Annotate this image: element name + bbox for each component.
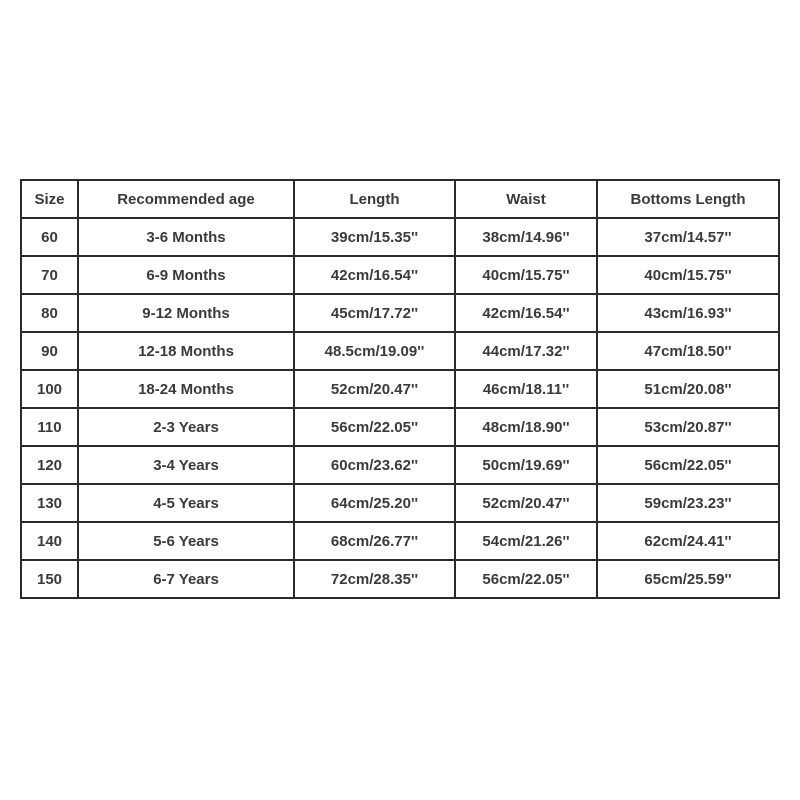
cell-bottoms-length: 47cm/18.50'' (597, 332, 779, 370)
cell-size: 90 (21, 332, 78, 370)
table-header (21, 180, 779, 218)
cell-bottoms-length: 53cm/20.87'' (597, 408, 779, 446)
cell-recommended-age: 12-18 Months (78, 332, 294, 370)
cell-bottoms-length: 65cm/25.59'' (597, 560, 779, 598)
cell-waist: 40cm/15.75'' (455, 256, 597, 294)
cell-waist: 50cm/19.69'' (455, 446, 597, 484)
cell-bottoms-length: 40cm/15.75'' (597, 256, 779, 294)
cell-waist: 42cm/16.54'' (455, 294, 597, 332)
header-length: Length (294, 180, 455, 218)
cell-size: 150 (21, 560, 78, 598)
cell-recommended-age: 3-6 Months (78, 218, 294, 256)
table-row (21, 294, 779, 332)
table-row (21, 522, 779, 560)
cell-length: 45cm/17.72'' (294, 294, 455, 332)
cell-recommended-age: 18-24 Months (78, 370, 294, 408)
table-row (21, 484, 779, 522)
header-row (21, 180, 779, 218)
header-size: Size (21, 180, 78, 218)
cell-bottoms-length: 37cm/14.57'' (597, 218, 779, 256)
table-row (21, 218, 779, 256)
cell-size: 110 (21, 408, 78, 446)
cell-recommended-age: 4-5 Years (78, 484, 294, 522)
cell-size: 130 (21, 484, 78, 522)
cell-waist: 38cm/14.96'' (455, 218, 597, 256)
cell-length: 39cm/15.35'' (294, 218, 455, 256)
cell-waist: 46cm/18.11'' (455, 370, 597, 408)
size-chart-table (20, 179, 780, 599)
cell-recommended-age: 2-3 Years (78, 408, 294, 446)
cell-bottoms-length: 59cm/23.23'' (597, 484, 779, 522)
table-row (21, 256, 779, 294)
cell-recommended-age: 6-9 Months (78, 256, 294, 294)
cell-waist: 52cm/20.47'' (455, 484, 597, 522)
cell-length: 72cm/28.35'' (294, 560, 455, 598)
cell-waist: 44cm/17.32'' (455, 332, 597, 370)
cell-bottoms-length: 51cm/20.08'' (597, 370, 779, 408)
cell-size: 140 (21, 522, 78, 560)
table-row (21, 560, 779, 598)
cell-length: 68cm/26.77'' (294, 522, 455, 560)
cell-length: 60cm/23.62'' (294, 446, 455, 484)
table-row (21, 370, 779, 408)
table-row (21, 446, 779, 484)
cell-length: 56cm/22.05'' (294, 408, 455, 446)
cell-size: 100 (21, 370, 78, 408)
cell-length: 48.5cm/19.09'' (294, 332, 455, 370)
cell-length: 64cm/25.20'' (294, 484, 455, 522)
cell-length: 42cm/16.54'' (294, 256, 455, 294)
cell-bottoms-length: 43cm/16.93'' (597, 294, 779, 332)
table-row (21, 332, 779, 370)
cell-waist: 54cm/21.26'' (455, 522, 597, 560)
cell-size: 80 (21, 294, 78, 332)
table-body (21, 218, 779, 598)
cell-recommended-age: 3-4 Years (78, 446, 294, 484)
header-recommended-age: Recommended age (78, 180, 294, 218)
cell-waist: 48cm/18.90'' (455, 408, 597, 446)
cell-length: 52cm/20.47'' (294, 370, 455, 408)
table-row (21, 408, 779, 446)
cell-recommended-age: 9-12 Months (78, 294, 294, 332)
cell-size: 120 (21, 446, 78, 484)
cell-bottoms-length: 56cm/22.05'' (597, 446, 779, 484)
cell-waist: 56cm/22.05'' (455, 560, 597, 598)
cell-recommended-age: 5-6 Years (78, 522, 294, 560)
cell-recommended-age: 6-7 Years (78, 560, 294, 598)
cell-bottoms-length: 62cm/24.41'' (597, 522, 779, 560)
header-bottoms-length: Bottoms Length (597, 180, 779, 218)
header-waist: Waist (455, 180, 597, 218)
cell-size: 70 (21, 256, 78, 294)
cell-size: 60 (21, 218, 78, 256)
